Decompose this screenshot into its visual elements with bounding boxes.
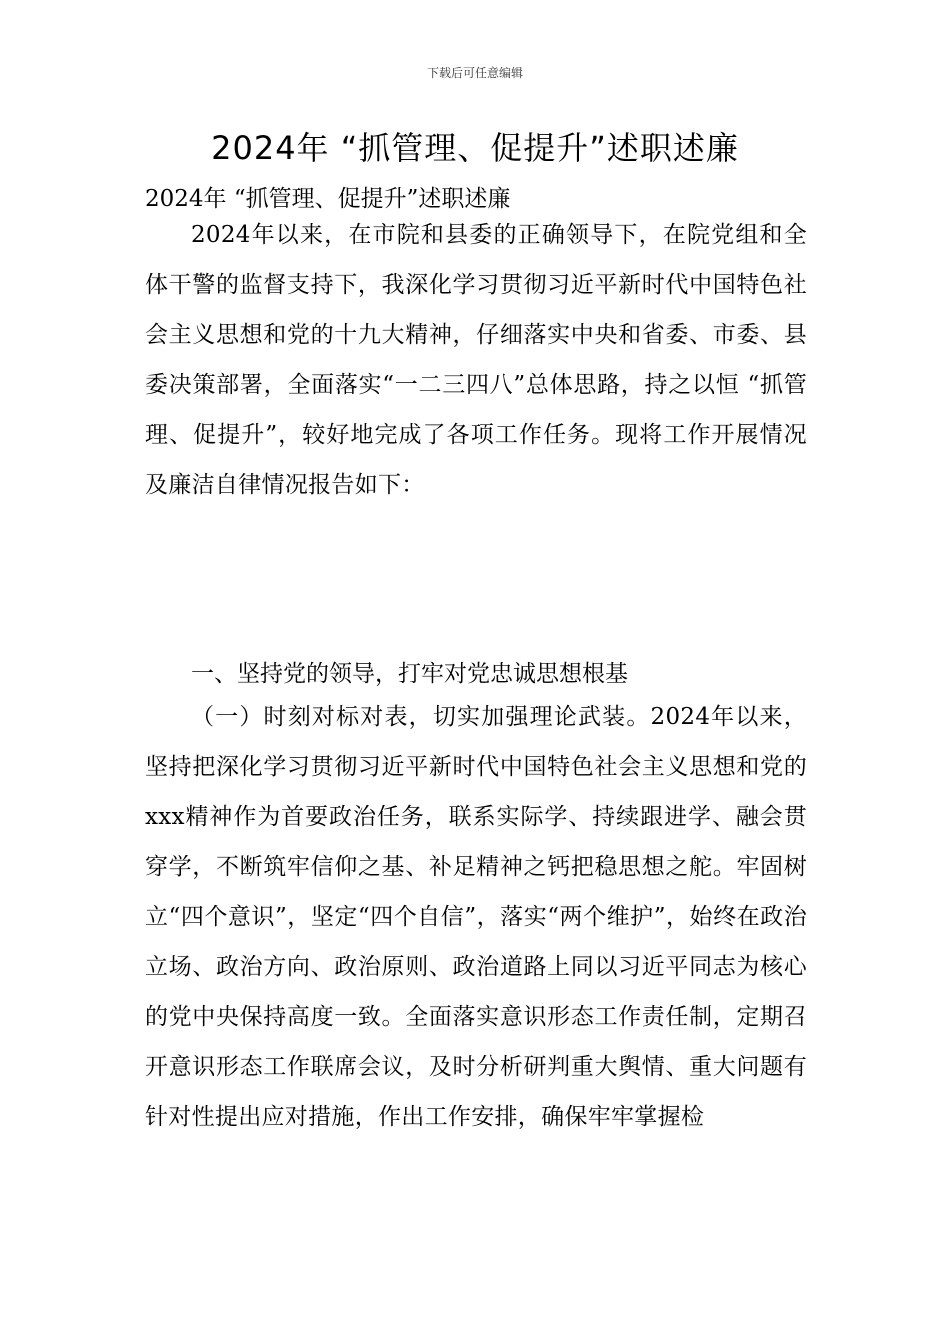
header-note: 下载后可任意编辑 — [426, 66, 523, 80]
document-title: 2024年 “抓管理、促提升”述职述廉 — [211, 129, 739, 167]
document-subtitle: 2024年 “抓管理、促提升”述职述廉 — [145, 186, 511, 212]
intro-paragraph: 2024年以来，在市院和县委的正确领导下，在院党组和全体干警的监督支持下，我深化学习贯彻习近平新时代中国特色社会主义思想和党的十九大精神，仔细落实中央和省委、市委、县委决策部署，全面落实“一二三四八”总体思路，持之以恒 “抓管理、促提升”，较好地完成了各项工作任务。现将工作开展情况及廉洁自律情况报告如下： — [145, 222, 807, 498]
section-paragraph: （一）时刻对标对表，切实加强理论武装。2024年以来，坚持把深化学习贯彻习近平新时代中国特色社会主义思想和党的xxx精神作为首要政治任务，联系实际学、持续跟进学、融会贯穿学，不断筑牢信仰之基、补足精神之钙把稳思想之舵。牢固树立“四个意识”，坚定“四个自信”，落实“两个维护”，始终在政治立场、政治方向、政治原则、政治道路上同以习近平同志为核心的党中央保持高度一致。全面落实意识形态工作责任制，定期召开意识形态工作联席会议，及时分析研判重大舆情、重大问题有针对性提出应对措施，作出工作安排，确保牢牢掌握检 — [145, 704, 807, 1130]
section-heading: 一、坚持党的领导，打牢对党忠诚思想根基 — [191, 661, 628, 687]
